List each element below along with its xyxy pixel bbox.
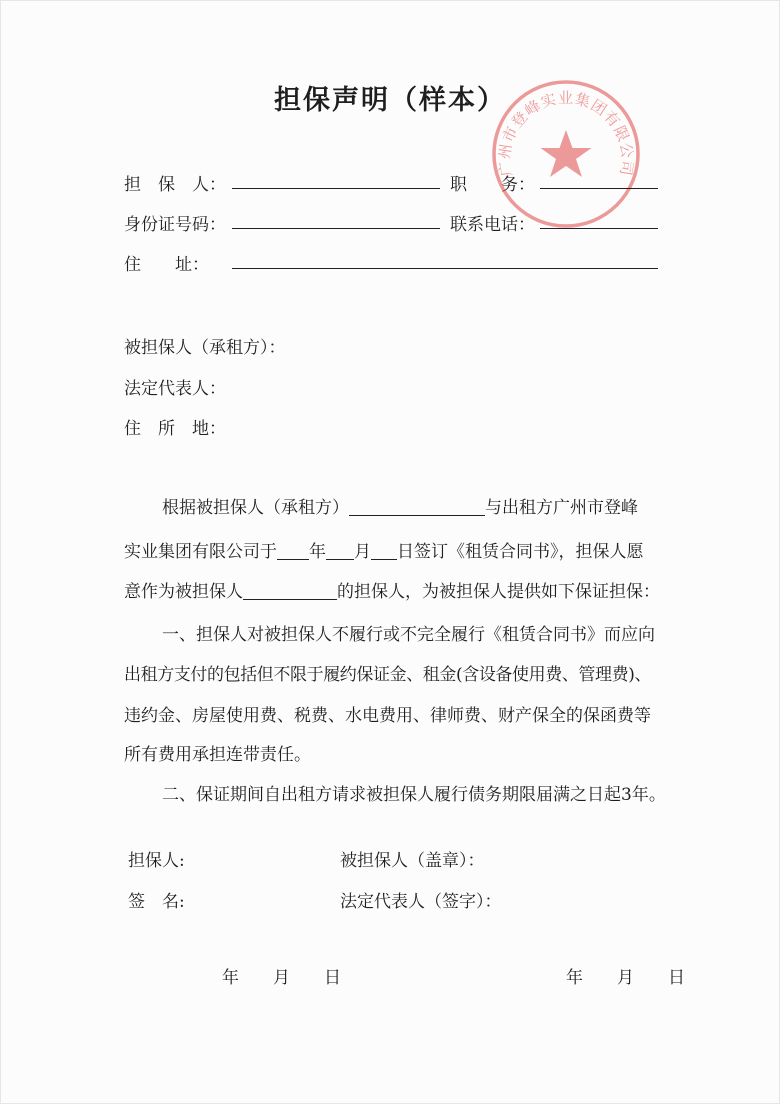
date-right: 年 月 日 [566,968,685,988]
address-label: 住 址： [124,255,209,275]
clause-1-line-4: 所有费用承担连带责任。 [124,745,311,765]
clause-1-line-1: 一、担保人对被担保人不履行或不完全履行《租赁合同书》而应向 [162,625,655,645]
year-label: 年 [309,542,326,562]
guarantor-sign-label: 担保人: [128,851,185,871]
date-left: 年 月 日 [222,968,341,988]
document-title: 担保声明（样本） [274,85,506,116]
guaranteed-party-label: 被担保人（承租方）： [124,338,286,358]
company-seal [490,78,642,230]
phone-field[interactable] [540,228,658,229]
month-field[interactable] [326,542,354,560]
phone-label: 联系电话： [450,215,535,235]
lessee-name-field[interactable] [349,498,485,516]
position-field[interactable] [540,188,658,189]
paragraph-1-text-a: 根据被担保人（承租方） [162,498,349,518]
paragraph-1-line-1 [162,493,638,518]
address-field[interactable] [232,268,658,269]
month-label: 月 [354,542,371,562]
star-icon [541,130,592,177]
legal-rep-label: 法定代表人： [124,379,226,399]
clause-1-line-2: 出租方支付的包括但不限于履约保证金、租金(含设备使用费、管理费)、 [124,665,652,685]
paragraph-1-text-e: 的担保人，为被担保人提供如下保证担保： [337,582,660,602]
id-number-label: 身份证号码： [124,215,226,235]
guaranteed-name-field[interactable] [243,582,337,600]
paragraph-1-text-c: 实业集团有限公司于 [124,542,277,562]
day-field[interactable] [371,542,397,560]
paragraph-1-line-3 [124,577,660,602]
guaranteed-seal-label: 被担保人（盖章）： [340,851,485,871]
paragraph-1-line-2 [124,537,644,562]
seal-text: 广州市登峰实业集团有限公司 [495,89,637,178]
clause-1-line-3: 违约金、房屋使用费、税费、水电费用、律师费、财产保全的保函费等 [124,706,651,726]
paragraph-1-text-b: 与出租方广州市登峰 [485,498,638,518]
paragraph-1-text-day: 日签订《租赁合同书》，担保人愿 [397,542,644,562]
domicile-label: 住 所 地： [124,419,226,439]
year-field[interactable] [277,542,309,560]
signature-label: 签 名: [128,892,185,912]
legal-rep-sign-label: 法定代表人（签字）： [340,892,502,912]
clause-2: 二、保证期间自出租方请求被担保人履行债务期限届满之日起3年。 [162,785,666,805]
guarantor-name-label: 担 保 人： [124,175,226,195]
guarantor-name-field[interactable] [232,188,440,189]
id-number-field[interactable] [232,228,440,229]
position-label: 职 务： [450,175,535,195]
paragraph-1-text-d: 意作为被担保人 [124,582,243,602]
